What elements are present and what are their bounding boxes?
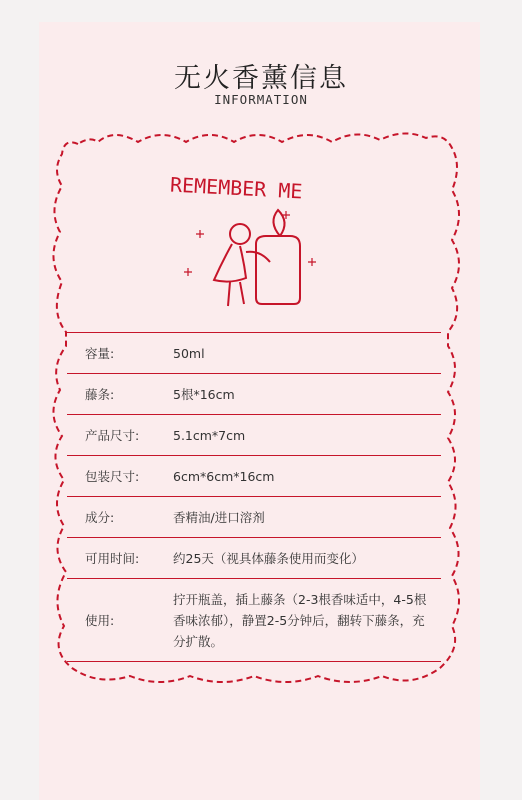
row-value: 5根*16cm: [173, 386, 235, 402]
info-table: [67, 332, 441, 662]
page-title: 无火香薰信息: [174, 63, 348, 94]
row-value: 6cm*6cm*16cm: [173, 468, 275, 484]
row-label: 成分:: [85, 510, 115, 525]
candle-icon: [256, 210, 300, 304]
row-label: 可用时间:: [85, 551, 140, 566]
row-label: 容量:: [85, 346, 115, 361]
table-row: [67, 373, 441, 414]
table-row: [67, 414, 441, 455]
row-value: 约25天（视具体藤条使用而变化）: [173, 550, 364, 566]
table-row: [67, 578, 441, 662]
row-value: 拧开瓶盖，插上藤条（2-3根香味适中，4-5根香味浓郁），静置2-5分钟后，翻转下藤条，充分扩散。: [173, 591, 427, 649]
row-label: 产品尺寸:: [85, 428, 140, 443]
table-row: [67, 537, 441, 578]
row-value: 50ml: [173, 345, 205, 361]
brand-logo-text: REMEMBER ME: [169, 172, 303, 204]
table-row: [67, 496, 441, 537]
row-label: 使用:: [85, 613, 115, 628]
table-row: [67, 455, 441, 496]
table-row: [67, 332, 441, 373]
page-subtitle: INFORMATION: [214, 92, 308, 107]
row-label: 包装尺寸:: [85, 469, 140, 484]
row-label: 藤条:: [85, 387, 115, 402]
row-value: 5.1cm*7cm: [173, 427, 246, 443]
row-value: 香精油/进口溶剂: [173, 509, 265, 525]
